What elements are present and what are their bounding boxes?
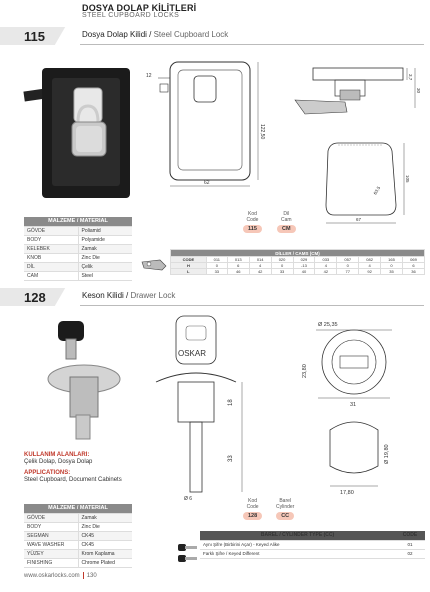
- code-block-128: Kod Code 128: [243, 498, 262, 520]
- page-number: 130: [86, 573, 97, 580]
- product-title: Keson Kilidi / Drawer Lock: [82, 291, 176, 300]
- svg-text:18: 18: [228, 399, 234, 406]
- table-row: BODY Zinc Die: [24, 522, 132, 531]
- svg-text:12: 12: [146, 73, 152, 79]
- svg-text:23,80: 23,80: [302, 364, 308, 378]
- cylinder-block: Barel Cylinder CC: [276, 498, 295, 519]
- table-row: CAM Steel: [24, 271, 132, 280]
- cylinder-type-table: BAREL / CYLINDER TYPE (CC) CODE Aynı Şifre (Birbirini Açar) - Keyed Alike 01 Farklı Şifre / Keyed Different 02: [200, 531, 425, 559]
- cam-block: Dil Cam CM: [277, 211, 296, 233]
- cam-icon: [140, 256, 168, 274]
- table-row: YÜZEY Krom Kaplama: [24, 549, 132, 558]
- svg-text:3,7: 3,7: [408, 74, 413, 81]
- table-row: DİL Çelik: [24, 262, 132, 271]
- svg-text:17,80: 17,80: [340, 490, 354, 496]
- table-row: Aynı Şifre (Birbirini Açar) - Keyed Alike 01: [200, 540, 425, 549]
- drawer-lock-side-drawing: [150, 312, 270, 502]
- svg-text:33: 33: [228, 455, 234, 462]
- svg-text:67: 67: [356, 217, 362, 222]
- table-row: BODY Polyamide: [24, 235, 132, 244]
- table-row: KELEBEK Zamak: [24, 244, 132, 253]
- svg-text:63,5: 63,5: [372, 185, 382, 196]
- cupboard-lock-front-drawing: [140, 58, 280, 193]
- product-number: 128: [24, 290, 46, 305]
- product-title: Dosya Dolap Kilidi / Steel Cupboard Lock: [82, 30, 229, 39]
- svg-text:122,50: 122,50: [259, 124, 265, 140]
- cylinder-pill: CC: [276, 512, 294, 520]
- drawer-lock-photo: [24, 315, 134, 445]
- table-row: SEGMAN CK45: [24, 531, 132, 540]
- table-row: Farklı Şifre / Keyed Different 02: [200, 549, 425, 558]
- product-number: 115: [24, 29, 45, 44]
- page-footer: [24, 572, 97, 579]
- table-row: GÖVDE Zamak: [24, 513, 132, 522]
- table-row: L 33 46 42 33 40 42 77 92 35 36: [171, 269, 425, 275]
- usage-notes: KULLANIM ALANLARI: Çelik Dolap, Dosya Dolap APPLICATIONS: Steel Cupboard, Document Cabinets: [24, 452, 122, 483]
- svg-text:Ø 25,35: Ø 25,35: [318, 322, 338, 328]
- svg-text:31: 31: [350, 402, 357, 408]
- table-row: KNOB Zinc Die: [24, 253, 132, 262]
- table-row: GÖVDE Poliamid: [24, 226, 132, 235]
- key-icon: [176, 542, 200, 566]
- materials-table-128: MALZEME / MATERIAL GÖVDE Zamak BODY Zinc Die SEGMAN CK45 WAVE WASHER CK45 YÜZEY Krom Kaplama FINISHING Chrome Plated: [24, 504, 132, 568]
- section-bar-115: [0, 27, 430, 45]
- page-subtitle: STEEL CUPBOARD LOCKS: [82, 12, 180, 19]
- table-row: WAVE WASHER CK45: [24, 540, 132, 549]
- svg-text:105: 105: [405, 175, 410, 183]
- cam-pill: CM: [277, 225, 296, 233]
- svg-text:Ø 6: Ø 6: [184, 496, 193, 502]
- table-row: FINISHING Chrome Plated: [24, 558, 132, 567]
- svg-text:30: 30: [416, 88, 421, 94]
- drawer-lock-front-drawing: [296, 318, 426, 498]
- code-pill: 115: [243, 225, 262, 233]
- svg-text:62: 62: [204, 180, 210, 186]
- svg-text:OSKAR: OSKAR: [178, 349, 207, 358]
- svg-text:Ø 19,80: Ø 19,80: [384, 444, 390, 464]
- page-title: DOSYA DOLAP KİLİTLERİ: [82, 3, 197, 13]
- code-block-115: Kod Code 115: [243, 211, 262, 233]
- cupboard-lock-photo: [20, 60, 140, 210]
- cams-table: DİLLER / CAMS (CM) CODE 011 013 014 020 029 033 057 082 165 069 H 0 6 4 0 -13 4 0 4 0 6 L 33 46 42 33 40 42 77 92 35 36: [170, 249, 425, 275]
- materials-table-115: MALZEME / MATERIAL GÖVDE Poliamid BODY Polyamide KELEBEK Zamak KNOB Zinc Die DİL Çelik CAM Steel: [24, 217, 132, 281]
- table-row: CODE 011 013 014 020 029 033 057 082 165 069: [171, 257, 425, 263]
- cupboard-lock-cutout-drawing: [320, 135, 425, 230]
- footer-url[interactable]: www.oskarlocks.com: [24, 573, 80, 580]
- code-pill: 128: [243, 512, 262, 520]
- table-row: H 0 6 4 0 -13 4 0 4 0 6: [171, 263, 425, 269]
- section-bar-128: [0, 288, 430, 306]
- cupboard-lock-side-drawing: [285, 58, 425, 138]
